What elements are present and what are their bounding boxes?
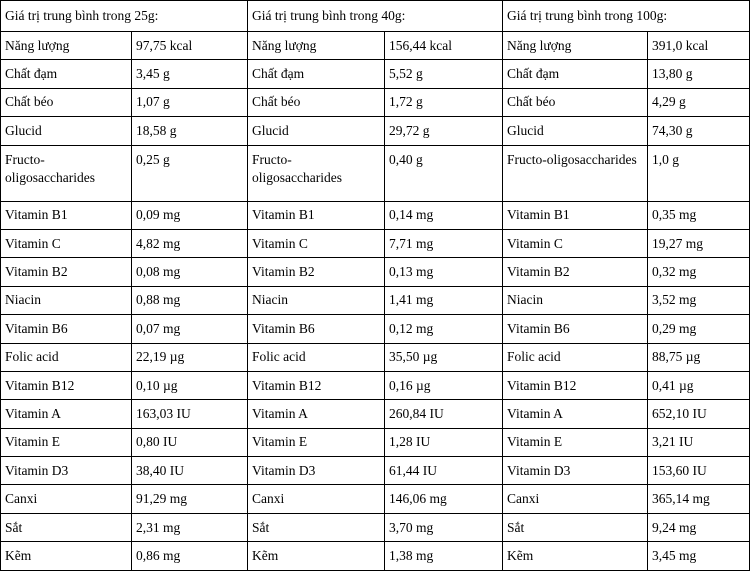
nutrient-name-100g: Vitamin C [503,229,648,257]
nutrient-value-100g: 391,0 kcal [648,32,750,60]
nutrient-value-40g: 0,13 mg [385,258,503,286]
nutrient-value-100g: 652,10 IU [648,400,750,428]
nutrient-value-40g: 5,52 g [385,60,503,88]
nutrient-value-40g: 0,40 g [385,145,503,201]
nutrient-value-25g: 0,08 mg [132,258,248,286]
nutrient-value-100g: 153,60 IU [648,457,750,485]
nutrient-name-25g: Folic acid [1,343,132,371]
nutrient-name-100g: Chất béo [503,88,648,116]
nutrient-value-40g: 0,14 mg [385,201,503,229]
nutrient-name-40g: Chất đạm [248,60,385,88]
nutrient-value-25g: 0,09 mg [132,201,248,229]
nutrient-value-25g: 0,80 IU [132,428,248,456]
nutrient-name-100g: Glucid [503,117,648,145]
nutrient-name-25g: Glucid [1,117,132,145]
nutrient-value-100g: 1,0 g [648,145,750,201]
nutrient-value-100g: 19,27 mg [648,229,750,257]
nutrient-value-100g: 74,30 g [648,117,750,145]
nutrient-name-100g: Vitamin A [503,400,648,428]
nutrient-name-40g: Folic acid [248,343,385,371]
table-row [1,201,750,229]
nutrient-name-100g: Vitamin B1 [503,201,648,229]
nutrient-value-40g: 260,84 IU [385,400,503,428]
nutrient-value-25g: 0,25 g [132,145,248,201]
nutrient-name-40g: Sắt [248,513,385,541]
nutrient-value-100g: 0,35 mg [648,201,750,229]
table-row [1,343,750,371]
nutrient-name-25g: Vitamin B2 [1,258,132,286]
nutrient-value-100g: 13,80 g [648,60,750,88]
nutrient-value-25g: 0,86 mg [132,542,248,570]
nutrient-name-100g: Canxi [503,485,648,513]
nutrient-name-25g: Sắt [1,513,132,541]
nutrient-value-40g: 7,71 mg [385,229,503,257]
nutrient-name-40g: Canxi [248,485,385,513]
nutrient-value-100g: 4,29 g [648,88,750,116]
header-100g: Giá trị trung bình trong 100g: [503,1,750,32]
nutrient-value-25g: 97,75 kcal [132,32,248,60]
nutrient-value-40g: 3,70 mg [385,513,503,541]
nutrient-name-25g: Năng lượng [1,32,132,60]
nutrient-name-40g: Vitamin B12 [248,371,385,399]
nutrient-name-100g: Chất đạm [503,60,648,88]
nutrient-name-40g: Niacin [248,286,385,314]
nutrient-value-25g: 91,29 mg [132,485,248,513]
table-row [1,513,750,541]
nutrient-name-40g: Vitamin B1 [248,201,385,229]
nutrient-name-100g: Vitamin D3 [503,457,648,485]
nutrient-name-100g: Fructo-oligosaccharides [503,145,648,201]
nutrient-name-40g: Vitamin C [248,229,385,257]
nutrient-value-25g: 163,03 IU [132,400,248,428]
nutrient-value-25g: 0,07 mg [132,315,248,343]
nutrient-value-100g: 0,29 mg [648,315,750,343]
table-row [1,485,750,513]
nutrient-name-100g: Vitamin B12 [503,371,648,399]
nutrient-name-25g: Fructo-oligosaccharides [1,145,132,201]
table-row [1,400,750,428]
nutrient-name-100g: Vitamin B6 [503,315,648,343]
nutrient-name-25g: Kẽm [1,542,132,570]
nutrient-name-25g: Vitamin B1 [1,201,132,229]
nutrient-name-25g: Chất đạm [1,60,132,88]
nutrient-value-40g: 61,44 IU [385,457,503,485]
nutrient-name-25g: Vitamin A [1,400,132,428]
nutrient-name-40g: Glucid [248,117,385,145]
table-row [1,145,750,201]
nutrient-value-25g: 4,82 mg [132,229,248,257]
nutrient-value-100g: 9,24 mg [648,513,750,541]
table-row [1,32,750,60]
table-row [1,286,750,314]
nutrient-value-40g: 35,50 µg [385,343,503,371]
nutrient-name-100g: Folic acid [503,343,648,371]
table-row [1,371,750,399]
nutrient-value-100g: 3,52 mg [648,286,750,314]
nutrient-value-100g: 0,32 mg [648,258,750,286]
nutrient-name-25g: Canxi [1,485,132,513]
nutrient-value-25g: 3,45 g [132,60,248,88]
nutrient-name-40g: Vitamin D3 [248,457,385,485]
nutrient-value-25g: 1,07 g [132,88,248,116]
nutrient-name-100g: Sắt [503,513,648,541]
nutrient-name-40g: Vitamin B6 [248,315,385,343]
table-row [1,315,750,343]
nutrient-value-25g: 38,40 IU [132,457,248,485]
header-40g: Giá trị trung bình trong 40g: [248,1,503,32]
nutrient-name-100g: Kẽm [503,542,648,570]
nutrient-name-25g: Vitamin C [1,229,132,257]
nutrient-name-25g: Vitamin B12 [1,371,132,399]
table-row [1,117,750,145]
nutrient-value-40g: 1,72 g [385,88,503,116]
nutrient-value-100g: 365,14 mg [648,485,750,513]
nutrient-name-40g: Chất béo [248,88,385,116]
nutrient-value-25g: 18,58 g [132,117,248,145]
header-row [1,1,750,32]
nutrient-value-40g: 0,12 mg [385,315,503,343]
nutrient-value-40g: 29,72 g [385,117,503,145]
table-row [1,229,750,257]
nutrient-value-25g: 2,31 mg [132,513,248,541]
nutrient-value-100g: 3,45 mg [648,542,750,570]
nutrient-value-25g: 22,19 µg [132,343,248,371]
table-row [1,457,750,485]
nutrient-value-25g: 0,88 mg [132,286,248,314]
nutrient-name-40g: Vitamin E [248,428,385,456]
nutrient-name-25g: Vitamin D3 [1,457,132,485]
nutrient-name-25g: Vitamin B6 [1,315,132,343]
table-row [1,542,750,570]
nutrient-name-40g: Năng lượng [248,32,385,60]
table-row [1,88,750,116]
nutrient-name-25g: Niacin [1,286,132,314]
nutrient-value-40g: 0,16 µg [385,371,503,399]
nutrient-value-100g: 3,21 IU [648,428,750,456]
nutrient-name-25g: Vitamin E [1,428,132,456]
nutrient-value-100g: 88,75 µg [648,343,750,371]
nutrient-value-40g: 146,06 mg [385,485,503,513]
nutrient-name-40g: Kẽm [248,542,385,570]
nutrient-name-40g: Fructo-oligosaccharides [248,145,385,201]
nutrition-table-body [1,1,750,571]
table-row [1,60,750,88]
nutrient-value-100g: 0,41 µg [648,371,750,399]
header-25g: Giá trị trung bình trong 25g: [1,1,248,32]
nutrient-name-40g: Vitamin B2 [248,258,385,286]
nutrient-name-100g: Năng lượng [503,32,648,60]
nutrient-name-100g: Vitamin B2 [503,258,648,286]
table-row [1,258,750,286]
table-row [1,428,750,456]
nutrient-name-100g: Niacin [503,286,648,314]
nutrient-name-40g: Vitamin A [248,400,385,428]
nutrient-name-25g: Chất béo [1,88,132,116]
nutrient-value-40g: 156,44 kcal [385,32,503,60]
nutrient-value-40g: 1,41 mg [385,286,503,314]
nutrient-value-40g: 1,28 IU [385,428,503,456]
nutrient-value-40g: 1,38 mg [385,542,503,570]
nutrient-value-25g: 0,10 µg [132,371,248,399]
nutrient-name-100g: Vitamin E [503,428,648,456]
